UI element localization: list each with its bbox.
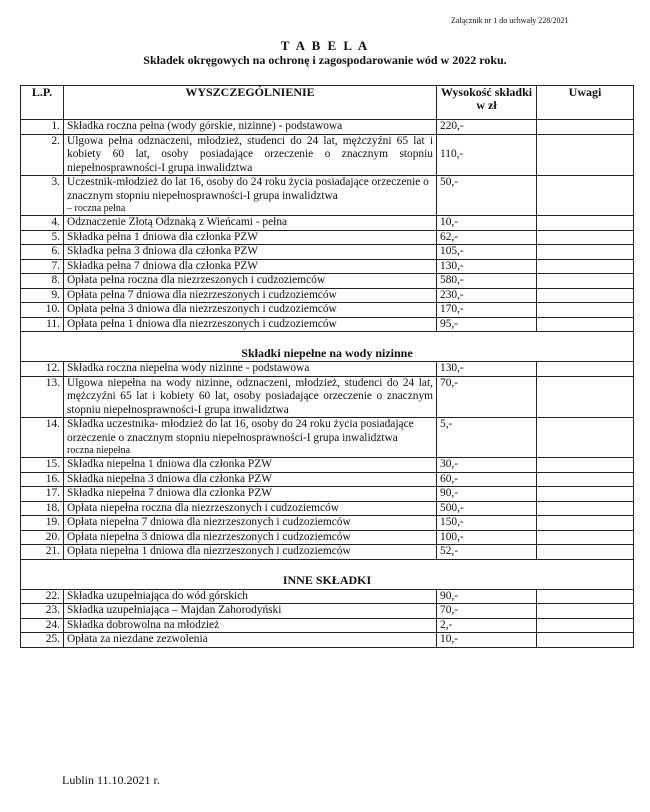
row-number: 4.: [21, 216, 64, 231]
table-row: [21, 458, 634, 473]
row-notes: [537, 472, 634, 487]
row-description: Składka pełna 3 dniowa dla członka PZW: [64, 245, 437, 260]
row-number: 10.: [21, 303, 64, 318]
column-header-amount: Wysokość składki w zł: [437, 86, 537, 120]
row-description: Składka uzupełniająca do wód górskich: [64, 589, 437, 604]
table-row: [21, 120, 634, 135]
annex-reference: Załącznik nr 1 do uchwały 228/2021: [451, 16, 569, 25]
table-row: [21, 516, 634, 531]
row-number: 13.: [21, 376, 64, 418]
row-description: Opłata pełna 3 dniowa dla niezrzeszonych i cudzoziemców: [64, 303, 437, 318]
row-number: 12.: [21, 362, 64, 377]
table-row: [21, 604, 634, 619]
row-description: Składka pełna 7 dniowa dla członka PZW: [64, 259, 437, 274]
row-description-sub: – roczna pełna: [67, 203, 126, 214]
row-number: 22.: [21, 589, 64, 604]
row-number: 11.: [21, 317, 64, 332]
section-header-row: [21, 332, 634, 362]
row-amount: 105,-: [437, 245, 537, 260]
row-amount: 62,-: [437, 230, 537, 245]
row-notes: [537, 176, 634, 216]
row-amount: 500,-: [437, 501, 537, 516]
table-row: [21, 317, 634, 332]
row-amount: 60,-: [437, 472, 537, 487]
row-description: Opłata niepełna 3 dniowa dla niezrzeszonych i cudzoziemców: [64, 530, 437, 545]
row-description: Składka roczna pełna (wody górskie, nizinne) - podstawowa: [64, 120, 437, 135]
row-number: 1.: [21, 120, 64, 135]
column-header-lp: L.P.: [21, 86, 64, 120]
row-notes: [537, 418, 634, 458]
row-description: Opłata pełna roczna dla niezrzeszonych i cudzoziemców: [64, 274, 437, 289]
row-number: 25.: [21, 633, 64, 648]
row-amount: 580,-: [437, 274, 537, 289]
row-notes: [537, 288, 634, 303]
row-notes: [537, 362, 634, 377]
row-number: 8.: [21, 274, 64, 289]
table-row: [21, 633, 634, 648]
table-row: [21, 545, 634, 560]
document-subtitle: Składek okręgowych na ochronę i zagospodarowanie wód w 2022 roku.: [143, 53, 507, 67]
row-amount: 52,-: [437, 545, 537, 560]
row-amount: 170,-: [437, 303, 537, 318]
row-description-main: Uczestnik-młodzież do lat 16, osoby do 24 roku życia posiadające orzeczenie o znacznym stopniu niepełnosprawności-I grupa inwalidztwa: [67, 176, 429, 202]
row-amount: 10,-: [437, 633, 537, 648]
row-notes: [537, 376, 634, 418]
table-row: [21, 259, 634, 274]
table-row: [21, 245, 634, 260]
row-notes: [537, 604, 634, 619]
row-notes: [537, 259, 634, 274]
row-amount: 90,-: [437, 487, 537, 502]
fees-table: [20, 85, 634, 648]
row-description: Opłata niepełna 7 dniowa dla niezrzeszonych i cudzoziemców: [64, 516, 437, 531]
row-description: Opłata za niezdane zezwolenia: [64, 633, 437, 648]
table-row: [21, 376, 634, 418]
row-notes: [537, 274, 634, 289]
row-description: Składka uzupełniająca – Majdan Zahorodyński: [64, 604, 437, 619]
row-notes: [537, 545, 634, 560]
row-notes: [537, 216, 634, 231]
document-title: T A B E L A: [280, 38, 370, 53]
row-description: Ulgowa niepełna na wody nizinne, odznaczeni, młodzież, studenci do 24 lat, mężczyźni 65 lat i kobiety 60 lat, osoby posiadające orzeczenie o znacznym stopniu niepełnosprawności-I grupa inwalidztwa: [64, 376, 437, 418]
row-notes: [537, 120, 634, 135]
row-notes: [537, 516, 634, 531]
row-amount: 220,-: [437, 120, 537, 135]
table-row: [21, 418, 634, 458]
row-number: 24.: [21, 618, 64, 633]
row-description: Opłata pełna 1 dniowa dla niezrzeszonych i cudzoziemców: [64, 317, 437, 332]
row-number: 23.: [21, 604, 64, 619]
row-description-main: Składka uczestnika- młodzież do lat 16, osoby do 24 roku życia posiadające orzeczenie o znacznym stopniu niepełnosprawności-I grupa inwalidztwa: [67, 418, 414, 444]
row-notes: [537, 487, 634, 502]
row-notes: [537, 303, 634, 318]
row-amount: 110,-: [437, 134, 537, 176]
row-description: Składka pełna 1 dniowa dla członka PZW: [64, 230, 437, 245]
row-notes: [537, 618, 634, 633]
row-notes: [537, 633, 634, 648]
column-header-notes: Uwagi: [537, 86, 634, 120]
row-notes: [537, 245, 634, 260]
table-row: [21, 472, 634, 487]
row-number: 2.: [21, 134, 64, 176]
row-number: 17.: [21, 487, 64, 502]
row-description: Składka niepełna 1 dniowa dla członka PZW: [64, 458, 437, 473]
table-row: [21, 303, 634, 318]
table-row: [21, 216, 634, 231]
row-number: 20.: [21, 530, 64, 545]
place-and-date: Lublin 11.10.2021 r.: [62, 773, 160, 787]
row-amount: 130,-: [437, 259, 537, 274]
table-row: [21, 589, 634, 604]
table-row: [21, 618, 634, 633]
row-description-sub: roczna niepełna: [67, 445, 131, 456]
row-number: 14.: [21, 418, 64, 458]
row-amount: 5,-: [437, 418, 537, 458]
row-amount: 90,-: [437, 589, 537, 604]
table-row: [21, 362, 634, 377]
section-title: Składki niepełne na wody nizinne: [21, 332, 634, 362]
section-header-row: [21, 559, 634, 589]
row-amount: 95,-: [437, 317, 537, 332]
row-number: 16.: [21, 472, 64, 487]
row-description: Składka roczna niepełna wody nizinne - podstawowa: [64, 362, 437, 377]
row-number: 18.: [21, 501, 64, 516]
row-notes: [537, 589, 634, 604]
row-notes: [537, 458, 634, 473]
row-number: 21.: [21, 545, 64, 560]
row-amount: 2,-: [437, 618, 537, 633]
row-description: Opłata pełna 7 dniowa dla niezrzeszonych i cudzoziemców: [64, 288, 437, 303]
row-amount: 150,-: [437, 516, 537, 531]
row-amount: 50,-: [437, 176, 537, 216]
table-row: [21, 530, 634, 545]
row-description: Opłata niepełna 1 dniowa dla niezrzeszonych i cudzoziemców: [64, 545, 437, 560]
table-row: [21, 274, 634, 289]
row-amount: 100,-: [437, 530, 537, 545]
row-number: 15.: [21, 458, 64, 473]
row-description: [64, 176, 437, 216]
row-description: Składka niepełna 3 dniowa dla członka PZW: [64, 472, 437, 487]
table-row: [21, 501, 634, 516]
row-notes: [537, 317, 634, 332]
row-number: 9.: [21, 288, 64, 303]
row-notes: [537, 501, 634, 516]
row-description: Składka niepełna 7 dniowa dla członka PZW: [64, 487, 437, 502]
row-amount: 230,-: [437, 288, 537, 303]
row-description: Odznaczenie Złotą Odznaką z Wieńcami - pełna: [64, 216, 437, 231]
row-number: 5.: [21, 230, 64, 245]
row-number: 6.: [21, 245, 64, 260]
row-notes: [537, 530, 634, 545]
row-description: Ulgowa pełna odznaczeni, młodzież, studenci do 24 lat, mężczyźni 65 lat i kobiety 60 lat, osoby posiadające orzeczenie o znacznym stopniu niepełnosprawności-I grupa inwalidztwa: [64, 134, 437, 176]
row-number: 3.: [21, 176, 64, 216]
row-number: 19.: [21, 516, 64, 531]
row-description: Składka dobrowolna na młodzież: [64, 618, 437, 633]
table-row: [21, 487, 634, 502]
row-amount: 10,-: [437, 216, 537, 231]
row-amount: 70,-: [437, 604, 537, 619]
table-row: [21, 230, 634, 245]
column-header-description: WYSZCZEGÓLNIENIE: [64, 86, 437, 120]
row-amount: 70,-: [437, 376, 537, 418]
row-notes: [537, 230, 634, 245]
row-amount: 30,-: [437, 458, 537, 473]
section-title: INNE SKŁADKI: [21, 559, 634, 589]
row-description: Opłata niepełna roczna dla niezrzeszonych i cudzoziemców: [64, 501, 437, 516]
table-row: [21, 134, 634, 176]
row-description: [64, 418, 437, 458]
table-header-row: [21, 86, 634, 120]
row-amount: 130,-: [437, 362, 537, 377]
table-row: [21, 176, 634, 216]
row-notes: [537, 134, 634, 176]
row-number: 7.: [21, 259, 64, 274]
table-row: [21, 288, 634, 303]
